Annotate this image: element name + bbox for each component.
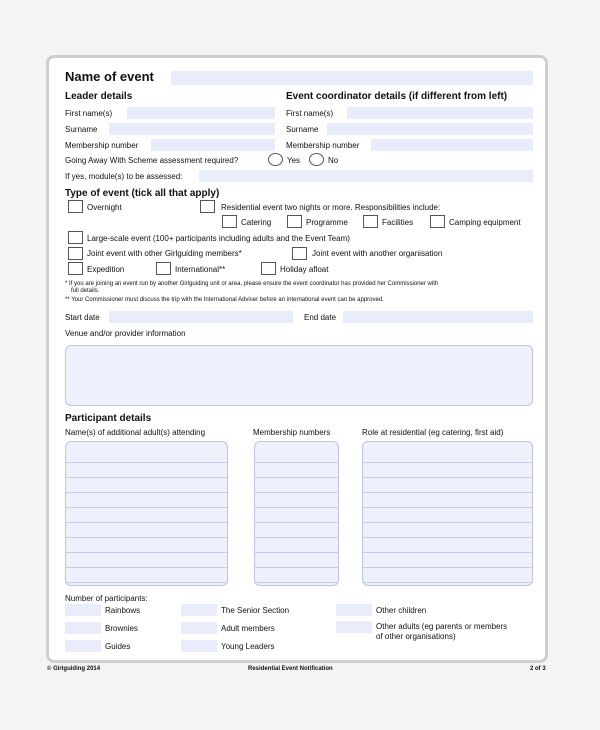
adult-names-list[interactable] [65,441,228,586]
note-1-line-1: * If you are joining an event run by another Girlguiding unit or area, please ensure the event coordinator has provided her Commissioner with [65,281,439,287]
no-label: No [328,156,339,165]
holiday-afloat-checkbox[interactable] [261,262,276,275]
rainbows-label: Rainbows [105,606,141,615]
venue-textarea[interactable] [65,345,533,406]
roles-list[interactable] [362,441,533,586]
leader-surname-label: Surname [65,125,98,134]
young-leaders-count-field[interactable] [181,640,217,652]
young-leaders-label: Young Leaders [221,642,275,651]
facilities-label: Facilities [382,218,414,227]
coordinator-surname-label: Surname [286,125,319,134]
assessment-question: Going Away With Scheme assessment required? [65,156,239,165]
coordinator-first-name-field[interactable] [347,107,533,119]
leader-surname-field[interactable] [109,123,275,135]
end-date-field[interactable] [343,311,533,323]
joint-girlguiding-checkbox[interactable] [68,247,83,260]
residential-checkbox[interactable] [200,200,215,213]
expedition-label: Expedition [87,265,125,274]
large-scale-checkbox[interactable] [68,231,83,244]
joint-girlguiding-label: Joint event with other Girlguiding members* [87,249,242,258]
start-date-label: Start date [65,313,100,322]
footer-page-number: 2 of 3 [530,666,546,672]
brownies-count-field[interactable] [65,622,101,634]
leader-heading: Leader details [65,91,133,102]
large-scale-label: Large-scale event (100+ participants including adults and the Event Team) [87,234,350,243]
other-adults-count-field[interactable] [336,621,372,633]
leader-membership-field[interactable] [151,139,275,151]
joint-other-checkbox[interactable] [292,247,307,260]
senior-section-label: The Senior Section [221,606,290,615]
footer-copyright: © Girlguiding 2014 [47,666,101,672]
leader-membership-label: Membership number [65,141,139,150]
brownies-label: Brownies [105,624,138,633]
rainbows-count-field[interactable] [65,604,101,616]
catering-checkbox[interactable] [222,215,237,228]
programme-label: Programme [306,218,348,227]
venue-label: Venue and/or provider information [65,329,186,338]
modules-label: If yes, module(s) to be assessed: [65,172,183,181]
participants-col-1-label: Name(s) of additional adult(s) attending [65,428,206,437]
expedition-checkbox[interactable] [68,262,83,275]
participants-col-2-label: Membership numbers [253,428,331,437]
form-page [46,55,548,663]
programme-checkbox[interactable] [287,215,302,228]
coordinator-membership-label: Membership number [286,141,360,150]
participants-col-3-label: Role at residential (eg catering, first aid) [362,428,504,437]
adult-members-count-field[interactable] [181,622,217,634]
camping-label: Camping equipment [449,218,521,227]
other-adults-label-line-1: Other adults (eg parents or members [376,622,508,631]
catering-label: Catering [241,218,272,227]
yes-radio[interactable] [268,153,283,166]
camping-checkbox[interactable] [430,215,445,228]
membership-numbers-list[interactable] [254,441,339,586]
leader-first-name-field[interactable] [127,107,275,119]
event-name-field[interactable] [171,71,533,85]
coordinator-membership-field[interactable] [371,139,533,151]
end-date-label: End date [304,313,337,322]
leader-first-name-label: First name(s) [65,109,113,118]
other-children-count-field[interactable] [336,604,372,616]
facilities-checkbox[interactable] [363,215,378,228]
joint-other-label: Joint event with another organisation [312,249,443,258]
other-adults-label-line-2: of other organisations) [376,632,456,641]
coordinator-heading: Event coordinator details (if different from left) [286,91,508,102]
residential-label: Residential event two nights or more. Responsibilities include: [221,203,441,212]
note-2: ** Your Commissioner must discuss the trip with the International Adviser before an international event can be approved. [65,297,384,303]
note-1-line-2: full details. [71,288,100,294]
coordinator-surname-field[interactable] [327,123,533,135]
participant-heading: Participant details [65,413,152,424]
guides-count-field[interactable] [65,640,101,652]
holiday-afloat-label: Holiday afloat [280,265,329,274]
no-radio[interactable] [309,153,324,166]
adult-members-label: Adult members [221,624,275,633]
other-children-label: Other children [376,606,427,615]
senior-section-count-field[interactable] [181,604,217,616]
overnight-label: Overnight [87,203,122,212]
modules-field[interactable] [199,170,533,182]
type-of-event-heading: Type of event (tick all that apply) [65,188,220,199]
page-title: Name of event [65,69,154,84]
guides-label: Guides [105,642,131,651]
footer-document-title: Residential Event Notification [248,666,333,672]
international-checkbox[interactable] [156,262,171,275]
coordinator-first-name-label: First name(s) [286,109,334,118]
participant-count-heading: Number of participants: [65,594,148,603]
overnight-checkbox[interactable] [68,200,83,213]
international-label: International** [175,265,226,274]
yes-label: Yes [287,156,301,165]
start-date-field[interactable] [109,311,293,323]
